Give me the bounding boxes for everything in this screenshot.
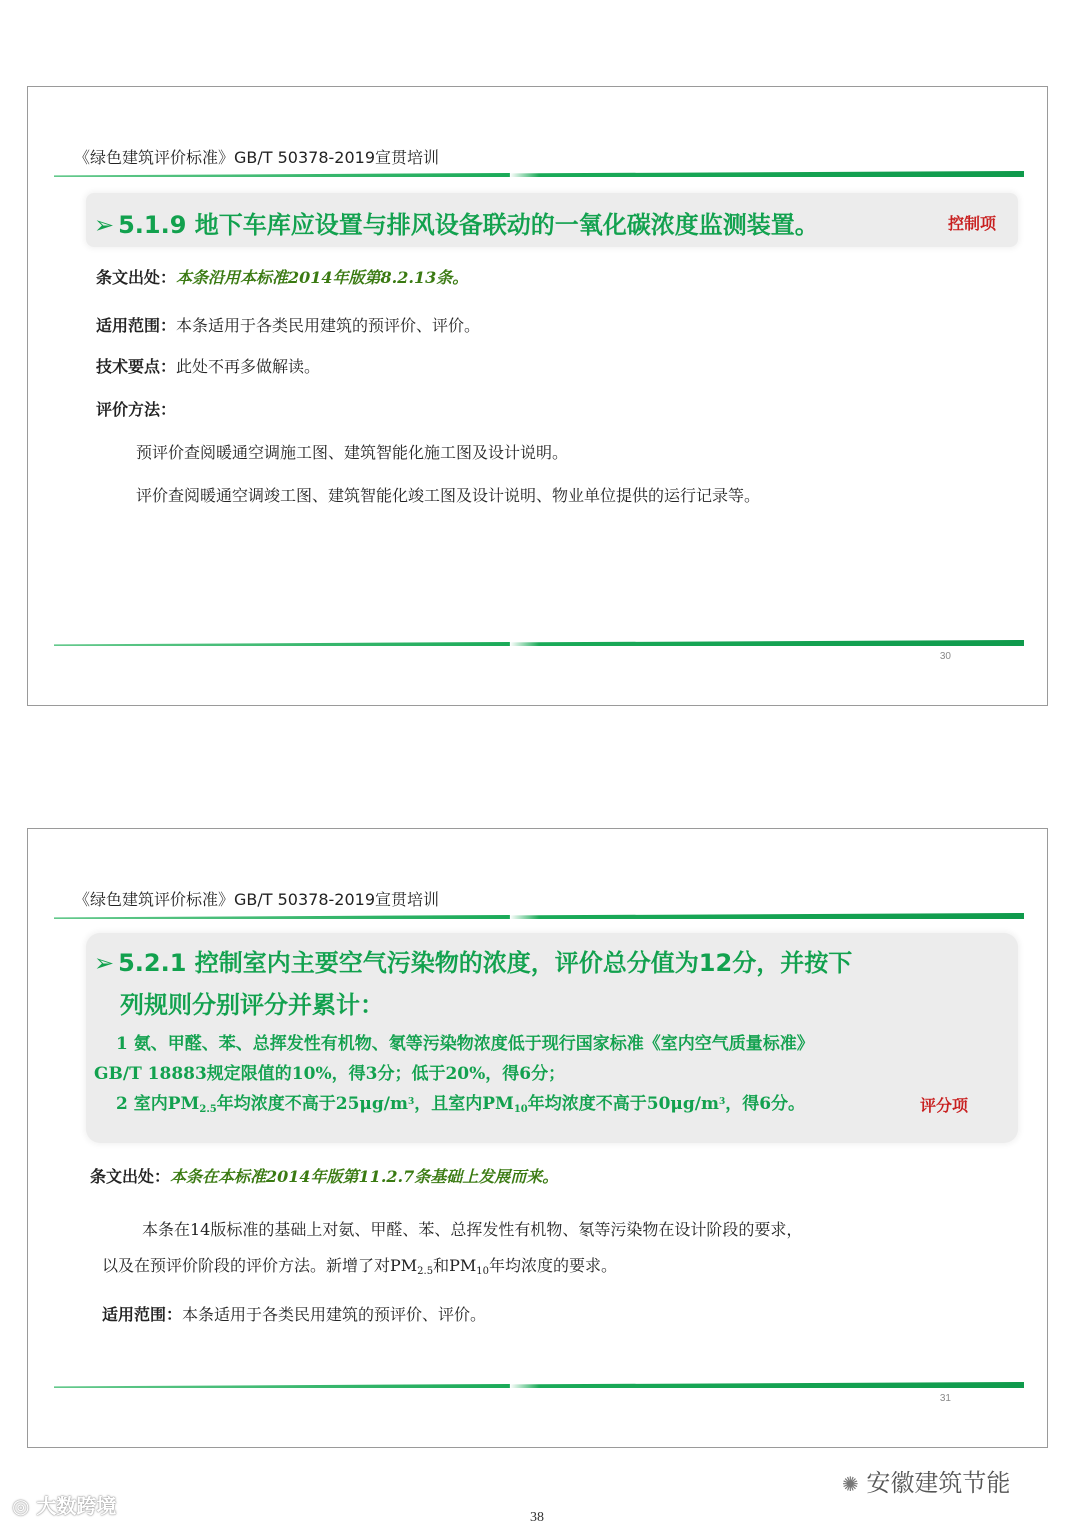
source-line: 条文出处：本条沿用本标准2014年版第8.2.13条。	[96, 268, 469, 287]
rule-2: 2 室内$PM_{2.5}$年均浓度不高于$25\mu g/m^3$，且室内$PM_{10}$年均浓度不高于$50\mu g/m^3$，得6分。	[116, 1094, 806, 1115]
tech-line: 技术要点：此处不再多做解读。	[96, 357, 321, 376]
arrow-bullet-icon: ➢	[94, 949, 115, 977]
footer-divider	[54, 1382, 1024, 1388]
wechat-icon: ✺	[842, 1472, 859, 1496]
corner-watermark: ◎ 大数跨境	[12, 1494, 117, 1518]
arrow-bullet-icon: ➢	[94, 211, 115, 239]
document-page-number: 38	[530, 1510, 544, 1525]
clause-banner	[86, 933, 1018, 1143]
method-item-1: 预评价查阅暖通空调施工图、建筑智能化施工图及设计说明。	[136, 443, 569, 462]
rule-1-line-a: 1 氨、甲醛、苯、总挥发性有机物、氡等污染物浓度低于现行国家标准《室内空气质量标准》	[116, 1034, 814, 1054]
scope-line: 适用范围：本条适用于各类民用建筑的预评价、评价。	[96, 316, 481, 335]
rule-1-line-b: GB/T 18883规定限值的10%，得3分；低于20%，得6分；	[94, 1064, 566, 1084]
clause-heading-line-1: ➢ 5.2.1 控制室内主要空气污染物的浓度，评价总分值为12分，并按下	[94, 949, 853, 977]
method-item-2: 评价查阅暖通空调竣工图、建筑智能化竣工图及设计说明、物业单位提供的运行记录等。	[136, 486, 761, 505]
slide-page-number: 30	[939, 651, 951, 662]
explanation-line-1: 本条在14版标准的基础上对氨、甲醛、苯、总挥发性有机物、氡等污染物在设计阶段的要求，	[142, 1220, 803, 1239]
explanation-line-2: 以及在预评价阶段的评价方法。新增了对$PM_{2.5}$和$PM_{10}$年均浓度的要求。	[102, 1256, 617, 1277]
account-watermark: ✺ 安徽建筑节能	[842, 1469, 1011, 1497]
clause-heading: ➢ 5.1.9 地下车库应设置与排风设备联动的一氧化碳浓度监测装置。	[94, 211, 819, 239]
footer-divider	[54, 640, 1024, 646]
slide-header-title: 《绿色建筑评价标准》GB/T 50378-2019宣贯培训	[74, 148, 440, 167]
scoring-item-tag: 评分项	[920, 1096, 969, 1115]
clause-heading-line-2: 列规则分别评分并累计：	[120, 991, 384, 1019]
method-label: 评价方法：	[96, 400, 177, 419]
slide-header-title: 《绿色建筑评价标准》GB/T 50378-2019宣贯培训	[74, 890, 440, 909]
slide-page-number: 31	[939, 1393, 951, 1404]
slide-30	[27, 86, 1048, 706]
clause-banner	[86, 193, 1018, 247]
slide-31	[27, 828, 1048, 1448]
header-divider	[54, 913, 1024, 919]
logo-icon: ◎	[12, 1494, 30, 1518]
scope-line: 适用范围：本条适用于各类民用建筑的预评价、评价。	[102, 1305, 487, 1324]
source-line: 条文出处：本条在本标准2014年版第11.2.7条基础上发展而来。	[90, 1167, 559, 1186]
control-item-tag: 控制项	[948, 214, 997, 233]
header-divider	[54, 171, 1024, 177]
